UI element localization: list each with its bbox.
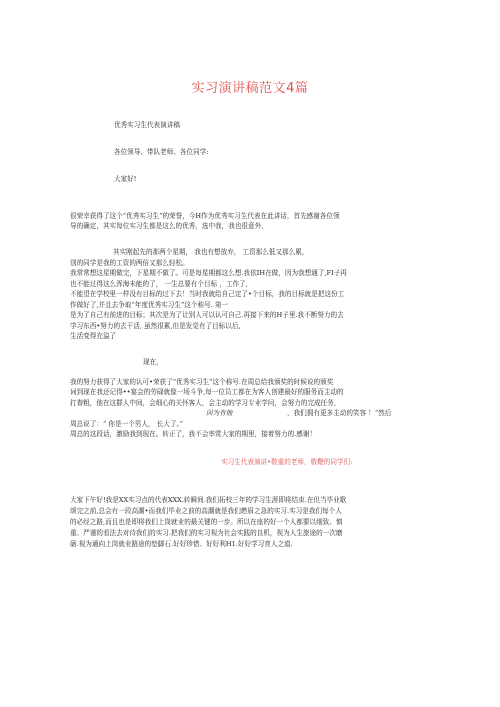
paragraph-line: 的必经之路,而且也是即将我们上岗就业的最关键的一步。所以在座的好一个人都要以细致、慎 bbox=[70, 518, 343, 526]
paragraph-line: 词到现在我还记得••宴会的劳碌就像一场斗争,每一位员工都在为客人创建最好的服务而主动的 bbox=[70, 388, 344, 396]
paragraph-line: 颂完之前,总会有一段高潮•而我们毕业之前的高潮就是我们燃眉之急的实习.实习是我们每个人 bbox=[70, 507, 342, 515]
paragraph-line: 大家下午好!我是XX实习点的代表XXX.转瞬间.我们拓校三年的学习生涯即将结束.在但当毕业歌 bbox=[70, 496, 347, 504]
paragraph-line: 重、严谨的看法去对待我们的实习.把我们的实习视为社会实践的良机，视为人生旅途的一次磨 bbox=[70, 529, 343, 537]
paragraph-line: 很荣幸获得了这个“优秀实习生”的荣誉，今H作为优秀实习生代表在此讲话，首先感谢各位领 bbox=[70, 212, 340, 220]
paragraph-line: ，我们拥有更多主动的笑容 ！“然后 bbox=[287, 409, 392, 417]
paragraph-line: 别的同学是我的工资的两倍又那么轻松。 bbox=[70, 259, 189, 267]
paragraph-line: 周总的这段话，激励我到现在。转正了，我不会率赏大家的期里，接着努力的.感谢！ bbox=[70, 430, 317, 438]
paragraph-line: 学习东西•努力的去干活, 虽然很累,但是发觉有了目标以后, bbox=[70, 322, 241, 330]
paragraph-line: 其实刚起先的那两个星期， 我也有想放弃， 工资那么低又那么累， bbox=[113, 248, 309, 256]
subtitle: 优秀实习生代表演讲稿 bbox=[114, 121, 180, 129]
paragraph-line: 砺.视为通向上岗就业路途的垫脚石.好好珍惜、好好利H1.好好学习育人之道. bbox=[70, 540, 293, 548]
paragraph-line: 生活变得充溢了 bbox=[70, 332, 117, 340]
document-title: 实习演讲稿范文4篇 bbox=[191, 81, 309, 96]
greeting: 大家好! bbox=[114, 175, 137, 183]
paragraph-line: 作做好了,并且去争取“年度优秀实习生”这个称号. 第一 bbox=[70, 301, 229, 309]
paragraph-line: 我的努力获得了大家的认可•荣获了“优秀实习生”这个称号.在周总给我颁奖的时候说的颁奖 bbox=[70, 378, 334, 386]
section-heading: 实习生代表演讲•敬重的老师，敬鞭的同学们: bbox=[221, 458, 353, 466]
paragraph-line: 导的确定，其实每位实习生都是这么的优秀，选中我，我也很意外， bbox=[70, 222, 268, 230]
paragraph-line: 打眷粗，他在这群人中间，会细心的关怀客人，会主动的学习专业学问，会努力的完成任务， bbox=[70, 399, 341, 407]
salutation: 各位领导、带队老师、各位同学: bbox=[114, 148, 209, 156]
paragraph-line: 现在， bbox=[143, 358, 163, 366]
paragraph-line: 因为有他 bbox=[206, 409, 233, 417]
paragraph-line: 也不能过得这么浑海未能的了， 一生总要有个目标 ，工作了， bbox=[70, 280, 253, 288]
paragraph-line: 是为了自己有前进的目标；其次是为了让别人可以认可自己.再接下来的H子里.我不断努力的去 bbox=[70, 311, 344, 319]
paragraph-line: 我常常想这星期做完，下星期不做了。可是每星期都这么想.我依IH在做，因为我想通了,FI子再 bbox=[70, 269, 347, 277]
paragraph-line: 周总说了：“ 你是一个男人， 长大了。” bbox=[70, 420, 184, 428]
paragraph-line: 不能望在学校里一样没有目标的过下去！当时我就给自己定了•个目标，我的目标就是把这份工 bbox=[70, 290, 345, 298]
